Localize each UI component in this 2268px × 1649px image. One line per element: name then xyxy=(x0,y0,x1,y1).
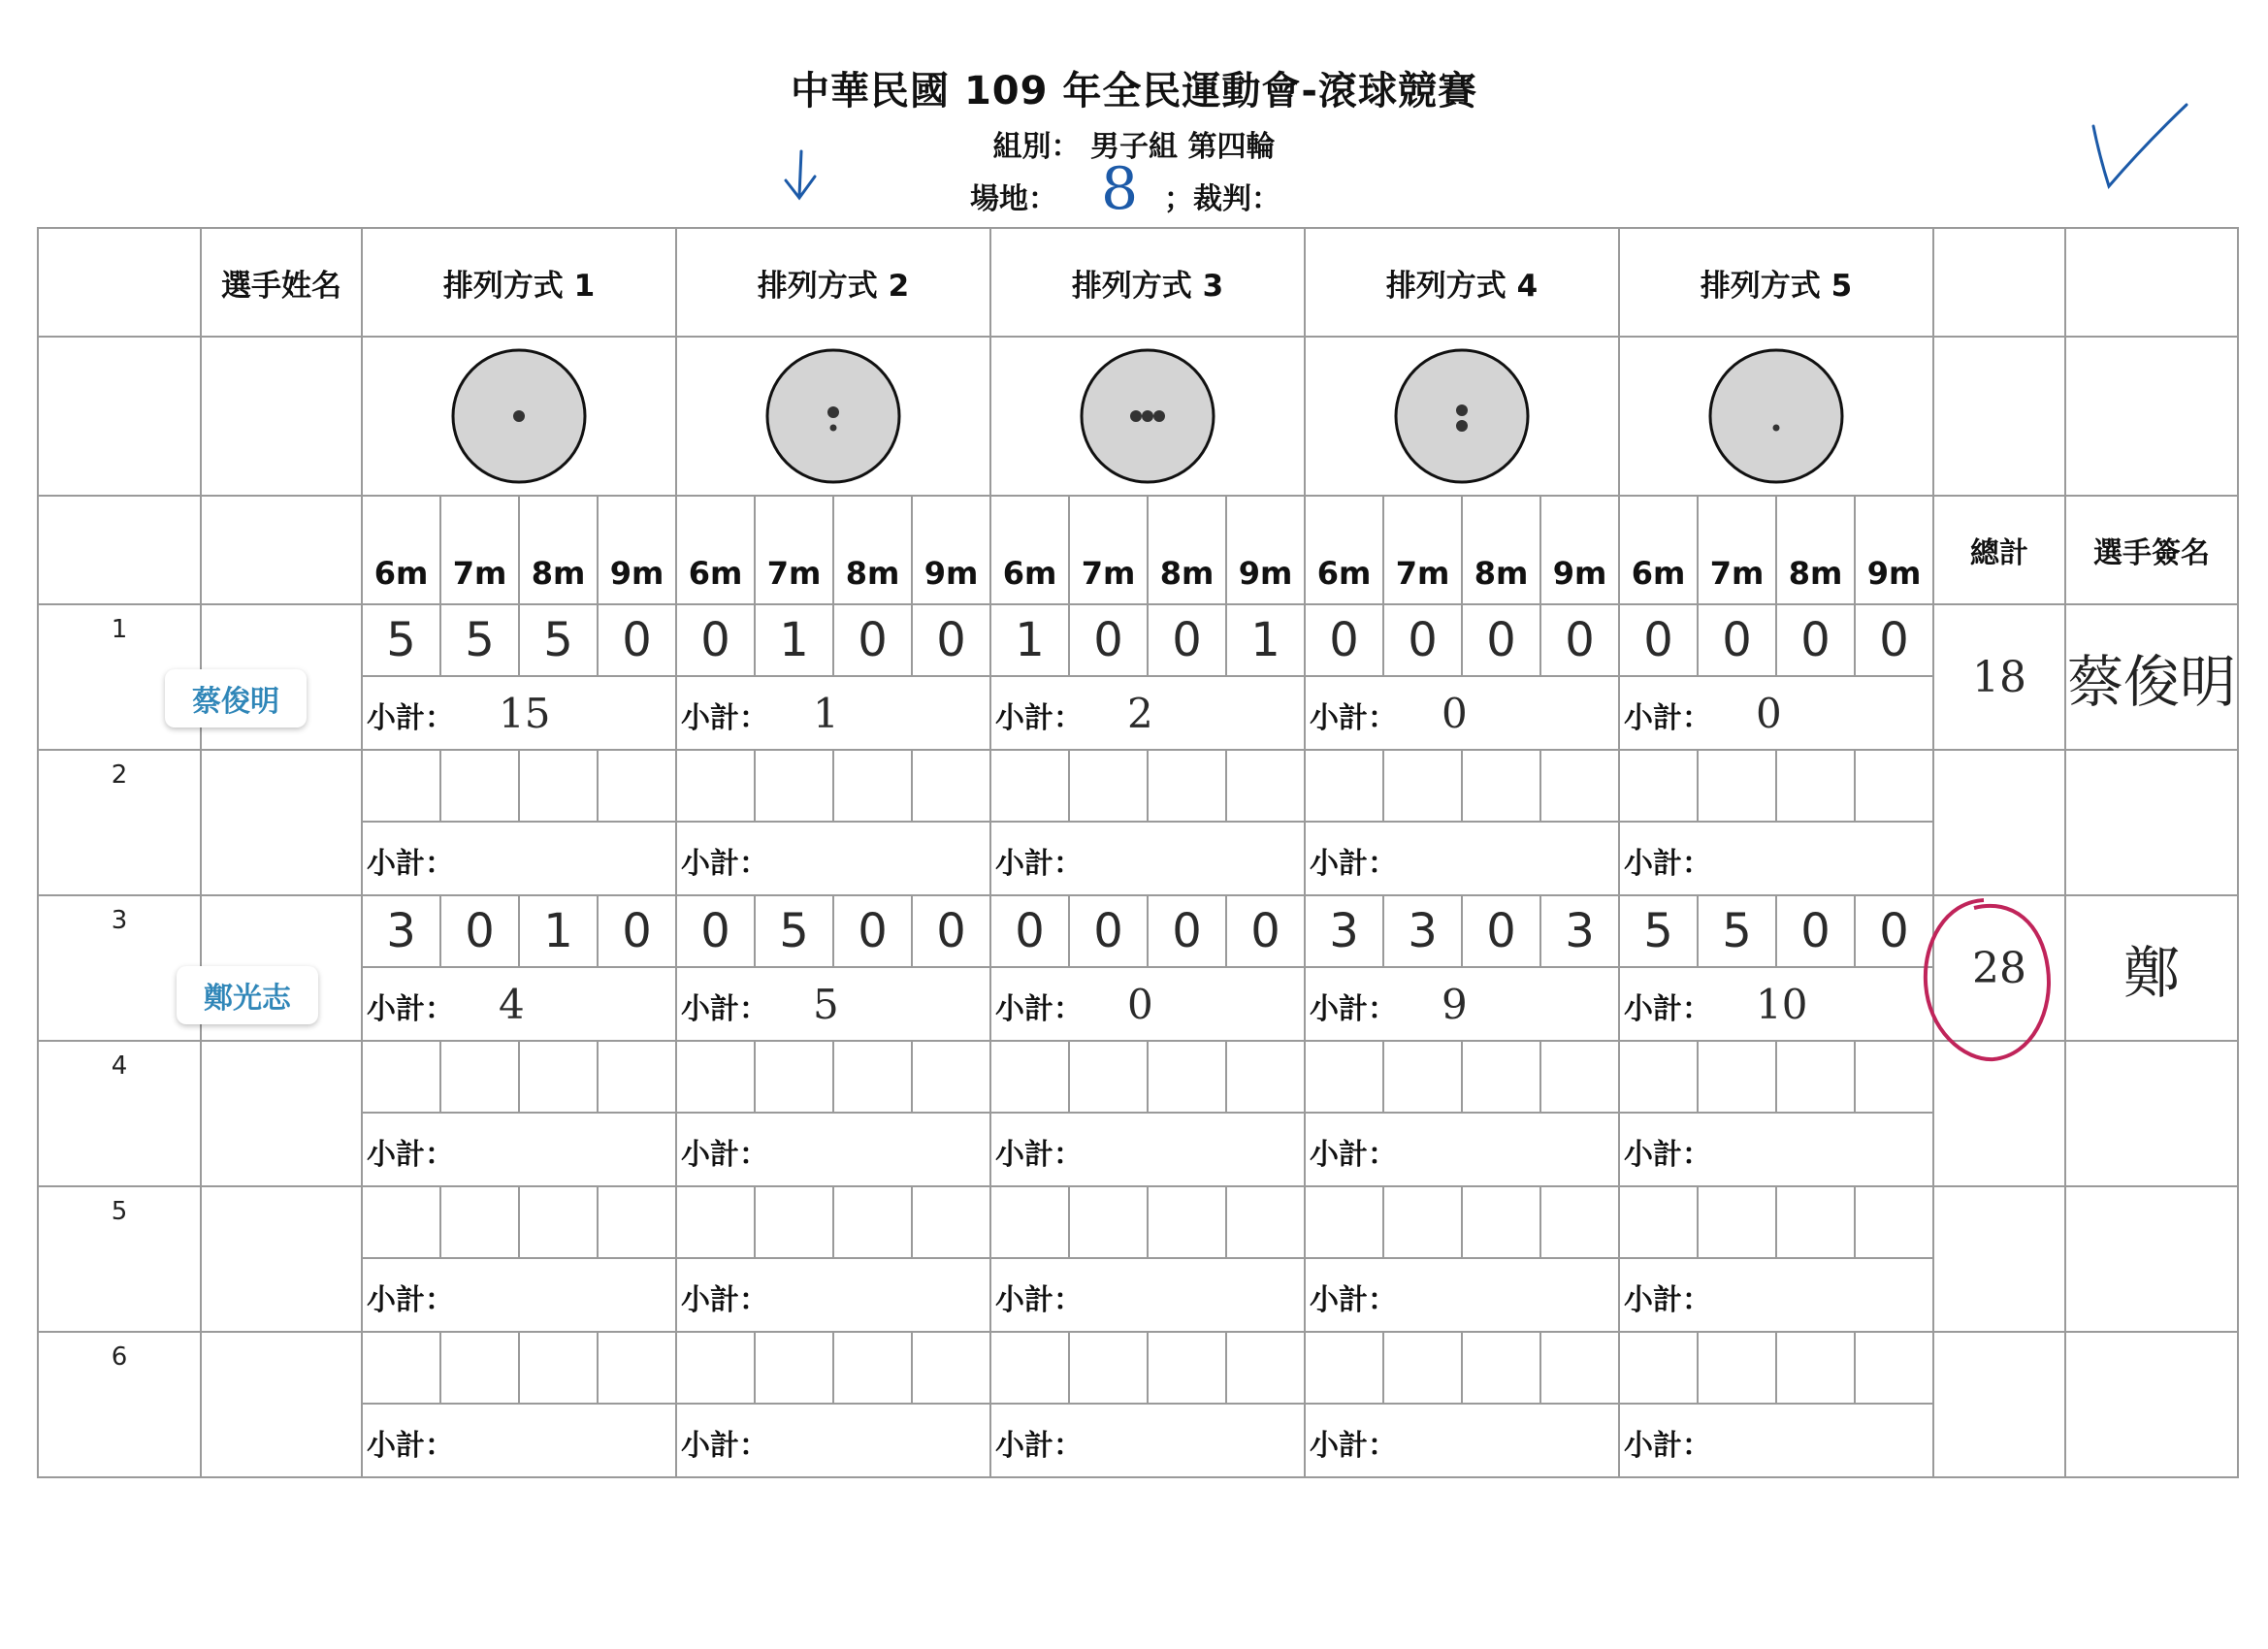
score-cell[interactable]: 0 xyxy=(1069,895,1148,967)
score-cell[interactable] xyxy=(1226,1332,1305,1404)
score-cell[interactable] xyxy=(1855,750,1933,822)
subtotal-cell[interactable] xyxy=(1619,1404,1933,1477)
score-row xyxy=(38,1186,2238,1258)
score-row xyxy=(38,750,2238,822)
score-cell[interactable]: 0 xyxy=(1462,604,1540,676)
subtotal-row xyxy=(38,1258,2238,1332)
score-row xyxy=(38,1332,2238,1404)
arrangement-header: 排列方式 5 xyxy=(1619,228,1933,337)
subtotal-cell[interactable] xyxy=(1305,822,1619,895)
arrangement-header: 排列方式 4 xyxy=(1305,228,1619,337)
sheet-title: 中華民國 109 年全民運動會-滾球競賽 xyxy=(791,69,1477,113)
score-cell[interactable] xyxy=(1305,1186,1383,1258)
score-cell[interactable] xyxy=(912,1332,990,1404)
score-cell[interactable] xyxy=(1776,1332,1855,1404)
score-cell[interactable] xyxy=(1776,1041,1855,1113)
score-cell[interactable] xyxy=(1540,1186,1619,1258)
checkmark-icon xyxy=(2086,97,2192,194)
score-cell[interactable] xyxy=(990,1186,1069,1258)
score-cell[interactable]: 3 xyxy=(1305,895,1383,967)
score-cell[interactable] xyxy=(598,1041,676,1113)
subtotal-cell[interactable] xyxy=(990,967,1305,1041)
subtotal-cell[interactable] xyxy=(676,1258,990,1332)
subtotal-row xyxy=(38,967,2238,1041)
subtotal-label: 小計： xyxy=(995,700,1083,735)
subtotal-label: 小計： xyxy=(995,991,1083,1026)
subtotal-value: 9 xyxy=(1442,980,1468,1028)
score-cell[interactable] xyxy=(1698,1041,1776,1113)
group-value: 男子組 第四輪 xyxy=(1090,130,1276,164)
score-cell[interactable] xyxy=(1462,1332,1540,1404)
score-cell[interactable] xyxy=(676,750,755,822)
score-cell[interactable] xyxy=(1540,1041,1619,1113)
score-cell[interactable] xyxy=(1305,1041,1383,1113)
score-cell[interactable] xyxy=(1305,1332,1383,1404)
target-circle-icon xyxy=(1703,343,1849,489)
subtotal-cell[interactable] xyxy=(676,822,990,895)
score-cell[interactable]: 0 xyxy=(1069,604,1148,676)
subtotal-label: 小計： xyxy=(367,846,454,881)
score-cell[interactable] xyxy=(833,1332,912,1404)
subtotal-label: 小計： xyxy=(1624,1282,1711,1317)
score-cell[interactable]: 0 xyxy=(440,895,519,967)
score-cell[interactable] xyxy=(676,1186,755,1258)
arrangement-diagram xyxy=(1619,337,1933,496)
score-cell[interactable]: 0 xyxy=(1226,895,1305,967)
ball-icon xyxy=(1456,404,1468,416)
score-cell[interactable]: 0 xyxy=(1698,604,1776,676)
score-cell[interactable] xyxy=(519,750,598,822)
score-cell[interactable] xyxy=(519,1186,598,1258)
subtotal-label: 小計： xyxy=(367,1137,454,1172)
score-cell[interactable]: 0 xyxy=(1305,604,1383,676)
score-cell[interactable]: 0 xyxy=(1148,604,1226,676)
score-cell[interactable]: 1 xyxy=(990,604,1069,676)
signature-cell[interactable] xyxy=(2065,1041,2238,1186)
score-cell[interactable] xyxy=(1698,1332,1776,1404)
subtotal-cell[interactable] xyxy=(1619,1113,1933,1186)
score-cell[interactable]: 0 xyxy=(912,604,990,676)
distance-header: 7m xyxy=(755,496,833,604)
score-row xyxy=(38,604,2238,676)
score-cell[interactable]: 5 xyxy=(362,604,440,676)
score-cell[interactable]: 0 xyxy=(1855,895,1933,967)
arrangement-header: 排列方式 2 xyxy=(676,228,990,337)
subtotal-row xyxy=(38,676,2238,750)
distance-header: 9m xyxy=(1540,496,1619,604)
total-header-blank xyxy=(1933,228,2065,337)
ball-icon xyxy=(830,425,837,432)
row-number: 3 xyxy=(38,895,201,1041)
arrangement-diagram xyxy=(362,337,676,496)
subtotal-cell[interactable] xyxy=(990,1258,1305,1332)
blank-cell xyxy=(38,337,201,496)
score-cell[interactable] xyxy=(1069,1186,1148,1258)
subtotal-label: 小計： xyxy=(1310,991,1397,1026)
score-cell[interactable]: 0 xyxy=(676,604,755,676)
subtotal-cell[interactable] xyxy=(1619,1258,1933,1332)
score-cell[interactable] xyxy=(676,1332,755,1404)
score-cell[interactable] xyxy=(1069,1332,1148,1404)
subtotal-cell[interactable] xyxy=(1305,676,1619,750)
subtotal-label: 小計： xyxy=(367,700,454,735)
score-cell[interactable] xyxy=(1383,1041,1462,1113)
subtotal-label: 小計： xyxy=(1624,991,1711,1026)
subtotal-label: 小計： xyxy=(367,1282,454,1317)
score-cell[interactable] xyxy=(598,750,676,822)
score-cell[interactable]: 1 xyxy=(755,604,833,676)
score-cell[interactable] xyxy=(598,1332,676,1404)
blank-cell xyxy=(201,337,362,496)
signature-header: 選手簽名 xyxy=(2065,496,2238,604)
score-cell[interactable] xyxy=(362,1186,440,1258)
referee-label: ；裁判： xyxy=(1164,182,1280,216)
score-cell[interactable]: 0 xyxy=(1383,604,1462,676)
row-number: 1 xyxy=(38,604,201,750)
subtotal-label: 小計： xyxy=(1624,1428,1711,1463)
score-cell[interactable]: 0 xyxy=(1540,604,1619,676)
ball-icon xyxy=(827,406,839,418)
subtotal-cell[interactable] xyxy=(1305,1404,1619,1477)
score-cell[interactable]: 0 xyxy=(598,604,676,676)
subtotal-cell[interactable] xyxy=(362,676,676,750)
player-name-cell[interactable] xyxy=(201,1186,362,1332)
distance-header: 8m xyxy=(1462,496,1540,604)
score-cell[interactable] xyxy=(755,750,833,822)
total-circle-mark xyxy=(1916,894,2061,1069)
subtotal-label: 小計： xyxy=(1310,700,1397,735)
score-cell[interactable] xyxy=(1540,1332,1619,1404)
row-number: 4 xyxy=(38,1041,201,1186)
subtotal-value: 5 xyxy=(813,980,839,1028)
subtotal-value: 15 xyxy=(499,689,551,737)
distance-header: 9m xyxy=(598,496,676,604)
score-cell[interactable]: 5 xyxy=(519,604,598,676)
score-cell[interactable] xyxy=(1069,1041,1148,1113)
arrangement-diagram xyxy=(676,337,990,496)
arrangement-header: 排列方式 1 xyxy=(362,228,676,337)
score-cell[interactable]: 0 xyxy=(598,895,676,967)
subtotal-label: 小計： xyxy=(681,1282,768,1317)
score-cell[interactable] xyxy=(1383,1186,1462,1258)
distance-header: 7m xyxy=(1698,496,1776,604)
score-cell[interactable]: 0 xyxy=(676,895,755,967)
subtotal-label: 小計： xyxy=(995,846,1083,881)
subtotal-row xyxy=(38,1404,2238,1477)
score-cell[interactable] xyxy=(1226,1041,1305,1113)
player-name-cell[interactable] xyxy=(201,1041,362,1186)
subtotal-cell[interactable] xyxy=(676,1404,990,1477)
row-number: 2 xyxy=(38,750,201,895)
score-cell[interactable]: 5 xyxy=(1619,895,1698,967)
score-cell[interactable]: 0 xyxy=(912,895,990,967)
subtotal-cell[interactable] xyxy=(1619,822,1933,895)
score-cell[interactable] xyxy=(1148,1332,1226,1404)
subtotal-label: 小計： xyxy=(995,1282,1083,1317)
distance-header: 8m xyxy=(1776,496,1855,604)
subtotal-label: 小計： xyxy=(1624,700,1711,735)
score-cell[interactable] xyxy=(1776,1186,1855,1258)
signature-header-blank xyxy=(2065,228,2238,337)
subtotal-label: 小計： xyxy=(1624,1137,1711,1172)
blank-cell xyxy=(2065,337,2238,496)
target-circle-icon xyxy=(1389,343,1535,489)
subtotal-value: 0 xyxy=(1756,689,1782,737)
score-cell[interactable] xyxy=(1540,750,1619,822)
score-cell[interactable]: 1 xyxy=(519,895,598,967)
blank-cell xyxy=(1933,337,2065,496)
score-cell[interactable] xyxy=(1619,1332,1698,1404)
total-cell[interactable] xyxy=(1933,1186,2065,1332)
arrangement-diagram xyxy=(1305,337,1619,496)
score-cell[interactable] xyxy=(440,1332,519,1404)
score-cell[interactable] xyxy=(1619,750,1698,822)
score-cell[interactable] xyxy=(755,1332,833,1404)
player-name-badge: 蔡俊明 xyxy=(165,669,307,728)
score-cell[interactable] xyxy=(519,1041,598,1113)
score-cell[interactable]: 0 xyxy=(1148,895,1226,967)
distance-header: 6m xyxy=(1619,496,1698,604)
score-cell[interactable] xyxy=(1855,1332,1933,1404)
subtotal-cell[interactable] xyxy=(1305,1258,1619,1332)
distance-header: 9m xyxy=(1226,496,1305,604)
score-cell[interactable] xyxy=(1069,750,1148,822)
score-cell[interactable] xyxy=(1855,1186,1933,1258)
row-number: 6 xyxy=(38,1332,201,1477)
score-cell[interactable] xyxy=(1148,1186,1226,1258)
subtotal-cell[interactable] xyxy=(990,822,1305,895)
score-cell[interactable] xyxy=(833,1041,912,1113)
signature-cell[interactable]: 蔡俊明 xyxy=(2065,604,2238,750)
score-cell[interactable] xyxy=(990,1332,1069,1404)
distance-header: 9m xyxy=(912,496,990,604)
subtotal-value: 2 xyxy=(1127,689,1153,737)
score-cell[interactable] xyxy=(1462,750,1540,822)
distance-header: 6m xyxy=(676,496,755,604)
player-name-cell[interactable] xyxy=(201,1332,362,1477)
score-cell[interactable] xyxy=(833,750,912,822)
subtotal-label: 小計： xyxy=(367,991,454,1026)
row-number: 5 xyxy=(38,1186,201,1332)
score-cell[interactable] xyxy=(755,1186,833,1258)
subtotal-label: 小計： xyxy=(681,1137,768,1172)
target-circle-icon xyxy=(446,343,592,489)
score-cell[interactable]: 0 xyxy=(1619,604,1698,676)
score-cell[interactable] xyxy=(1462,1186,1540,1258)
subtotal-cell[interactable] xyxy=(990,1113,1305,1186)
venue-label: 場地： xyxy=(970,182,1057,216)
score-cell[interactable] xyxy=(598,1186,676,1258)
score-cell[interactable]: 0 xyxy=(990,895,1069,967)
subtotal-cell[interactable] xyxy=(1305,967,1619,1041)
arrangement-diagram xyxy=(990,337,1305,496)
score-cell[interactable]: 0 xyxy=(1462,895,1540,967)
score-cell[interactable] xyxy=(1462,1041,1540,1113)
blank-cell xyxy=(201,496,362,604)
subtotal-label: 小計： xyxy=(995,1137,1083,1172)
score-cell[interactable] xyxy=(1148,1041,1226,1113)
score-cell[interactable] xyxy=(362,750,440,822)
score-sheet-table xyxy=(37,227,2239,1478)
subtotal-cell[interactable] xyxy=(676,676,990,750)
score-cell[interactable] xyxy=(676,1041,755,1113)
subtotal-cell[interactable] xyxy=(362,1113,676,1186)
subtotal-value: 4 xyxy=(499,980,525,1028)
subtotal-label: 小計： xyxy=(995,1428,1083,1463)
score-cell[interactable] xyxy=(440,1186,519,1258)
score-cell[interactable] xyxy=(833,1186,912,1258)
score-cell[interactable] xyxy=(755,1041,833,1113)
subtotal-label: 小計： xyxy=(1310,1428,1397,1463)
distance-header: 8m xyxy=(1148,496,1226,604)
subtotal-label: 小計： xyxy=(681,991,768,1026)
score-cell[interactable]: 5 xyxy=(440,604,519,676)
score-cell[interactable]: 1 xyxy=(1226,604,1305,676)
subtotal-cell[interactable] xyxy=(990,676,1305,750)
score-cell[interactable] xyxy=(1148,750,1226,822)
total-header: 總計 xyxy=(1933,496,2065,604)
score-cell[interactable]: 3 xyxy=(1540,895,1619,967)
total-cell[interactable]: 28 xyxy=(1933,895,2065,1041)
score-cell[interactable]: 3 xyxy=(1383,895,1462,967)
target-circle-icon xyxy=(761,343,906,489)
subtotal-cell[interactable] xyxy=(676,1113,990,1186)
subtotal-value: 1 xyxy=(813,689,839,737)
distance-row xyxy=(38,496,2238,604)
score-cell[interactable] xyxy=(990,1041,1069,1113)
subtotal-value: 0 xyxy=(1442,689,1468,737)
score-cell[interactable] xyxy=(440,750,519,822)
ball-icon xyxy=(1142,410,1153,422)
subtotal-value: 10 xyxy=(1756,980,1808,1028)
subtotal-label: 小計： xyxy=(1310,1282,1397,1317)
subtotal-label: 小計： xyxy=(367,1428,454,1463)
distance-header: 6m xyxy=(990,496,1069,604)
signature-cell[interactable] xyxy=(2065,1186,2238,1332)
score-cell[interactable] xyxy=(1776,750,1855,822)
subtotal-cell[interactable] xyxy=(676,967,990,1041)
subtotal-cell[interactable] xyxy=(1305,1113,1619,1186)
player-name-header: 選手姓名 xyxy=(201,228,362,337)
distance-header: 8m xyxy=(833,496,912,604)
header-row xyxy=(38,228,2238,337)
total-cell[interactable] xyxy=(1933,750,2065,895)
score-cell[interactable] xyxy=(1305,750,1383,822)
subtotal-label: 小計： xyxy=(1310,846,1397,881)
blank-cell xyxy=(38,496,201,604)
score-cell[interactable] xyxy=(1619,1186,1698,1258)
total-cell[interactable] xyxy=(1933,1332,2065,1477)
distance-header: 7m xyxy=(440,496,519,604)
player-name-badge: 鄭光志 xyxy=(177,966,318,1024)
subtotal-label: 小計： xyxy=(1624,846,1711,881)
score-cell[interactable]: 3 xyxy=(362,895,440,967)
score-cell[interactable]: 5 xyxy=(1698,895,1776,967)
score-cell[interactable] xyxy=(1226,1186,1305,1258)
subtotal-cell[interactable] xyxy=(362,1258,676,1332)
subtotal-cell[interactable] xyxy=(362,967,676,1041)
diagram-row xyxy=(38,337,2238,496)
subtotal-value: 0 xyxy=(1127,980,1153,1028)
distance-header: 6m xyxy=(1305,496,1383,604)
score-cell[interactable]: 0 xyxy=(833,604,912,676)
score-cell[interactable] xyxy=(440,1041,519,1113)
signature-cell[interactable]: 鄭 xyxy=(2065,895,2238,1041)
subtotal-row xyxy=(38,822,2238,895)
score-cell[interactable] xyxy=(519,1332,598,1404)
player-name-cell[interactable] xyxy=(201,750,362,895)
distance-header: 7m xyxy=(1069,496,1148,604)
subtotal-label: 小計： xyxy=(681,700,768,735)
ball-icon xyxy=(1773,425,1780,432)
distance-header: 8m xyxy=(519,496,598,604)
total-cell[interactable]: 18 xyxy=(1933,604,2065,750)
score-cell[interactable] xyxy=(1698,1186,1776,1258)
subtotal-cell[interactable] xyxy=(1619,676,1933,750)
score-cell[interactable] xyxy=(990,750,1069,822)
ball-icon xyxy=(1130,410,1142,422)
ball-icon xyxy=(1456,420,1468,432)
score-cell[interactable] xyxy=(1619,1041,1698,1113)
subtotal-row xyxy=(38,1113,2238,1186)
score-cell[interactable] xyxy=(362,1332,440,1404)
score-row xyxy=(38,895,2238,967)
ball-icon xyxy=(513,410,525,422)
arrow-down-icon xyxy=(776,147,825,206)
distance-header: 6m xyxy=(362,496,440,604)
subtotal-cell[interactable] xyxy=(990,1404,1305,1477)
signature-cell[interactable] xyxy=(2065,1332,2238,1477)
distance-header: 9m xyxy=(1855,496,1933,604)
score-cell[interactable] xyxy=(912,1041,990,1113)
subtotal-label: 小計： xyxy=(681,1428,768,1463)
subtotal-label: 小計： xyxy=(681,846,768,881)
score-cell[interactable] xyxy=(912,750,990,822)
score-cell[interactable] xyxy=(1383,750,1462,822)
score-cell[interactable] xyxy=(1698,750,1776,822)
score-cell[interactable]: 0 xyxy=(1776,604,1855,676)
arrangement-header: 排列方式 3 xyxy=(990,228,1305,337)
score-cell[interactable]: 5 xyxy=(755,895,833,967)
signature-cell[interactable] xyxy=(2065,750,2238,895)
score-cell[interactable]: 0 xyxy=(1776,895,1855,967)
target-circle-icon xyxy=(1075,343,1220,489)
score-row xyxy=(38,1041,2238,1113)
subtotal-cell[interactable] xyxy=(1619,967,1933,1041)
subtotal-cell[interactable] xyxy=(362,1404,676,1477)
venue-line xyxy=(970,175,1358,217)
score-cell[interactable]: 0 xyxy=(1855,604,1933,676)
venue-value: 8 xyxy=(1101,155,1139,223)
score-cell[interactable] xyxy=(912,1186,990,1258)
group-label: 組別： xyxy=(992,130,1081,164)
corner-cell xyxy=(38,228,201,337)
subtotal-cell[interactable] xyxy=(362,822,676,895)
distance-header: 7m xyxy=(1383,496,1462,604)
score-cell[interactable] xyxy=(362,1041,440,1113)
score-cell[interactable] xyxy=(1226,750,1305,822)
ball-icon xyxy=(1153,410,1165,422)
score-cell[interactable] xyxy=(1383,1332,1462,1404)
score-cell[interactable]: 0 xyxy=(833,895,912,967)
subtotal-label: 小計： xyxy=(1310,1137,1397,1172)
